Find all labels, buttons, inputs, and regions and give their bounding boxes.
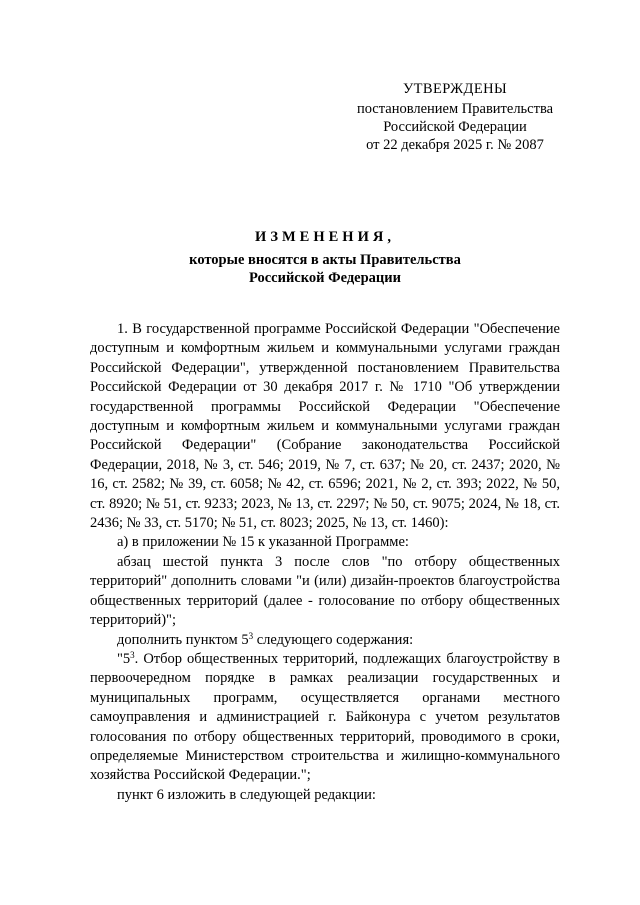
approval-line-1: постановлением Правительства — [356, 101, 554, 117]
paragraph-4-text-b: следующего содержания: — [253, 631, 414, 648]
heading-title: ИЗМЕНЕНИЯ, — [255, 229, 395, 245]
paragraph-1: 1. В государственной программе Российской Федерации "Обеспечение доступным и комфортным жильем и коммунальными услугами граждан Российской Федерации", утвержденной постановлением Правительства Российской Федерации от 30 декабря 2017 г. № 1710 "Об утверждении государственной программы Российской Федерации "Обеспечение доступным и комфортным жильем и коммунальными услугами граждан Российской Федерации" (Собрание законодательства Российской Федерации, 2018, № 3, ст. 546; 2019, № 7, ст. 637; № 20, ст. 2437; 2020, № 16, ст. 2582; № 39, ст. 6058; № 42, ст. 6596; 2021, № 2, ст. 393; 2022, № 50, ст. 8920; № 51, ст. 9233; 2023, № 13, ст. 2297; № 50, ст. 9075; 2024, № 18, ст. 2436; № 33, ст. 5170; № 51, ст. 8023; 2025, № 13, ст. 1460): — [90, 321, 560, 532]
paragraph-6: пункт 6 изложить в следующей редакции: — [117, 786, 376, 803]
paragraph-4-superscript: 3 — [248, 630, 254, 641]
document-body — [90, 320, 560, 805]
paragraph-5-text-b: . Отбор общественных территорий, подлежащих благоустройству в первоочередном порядке в рамках реализации государственных и муниципальных программ, осуществляется органами местного самоуправления и администрацией г. Байконура с учетом результатов голосования по отбору общественных территорий, проводимого в сроки, определяемые Министерством строительства и жилищно-коммунального хозяйства Российской Федерации."; — [90, 650, 560, 784]
paragraph-5 — [90, 650, 560, 786]
approval-stamp — [330, 80, 580, 154]
heading-subtitle-2: Российской Федерации — [248, 270, 401, 286]
document-heading — [90, 228, 560, 287]
paragraph-2: а) в приложении № 15 к указанной Программе: — [117, 534, 409, 551]
paragraph-5-superscript: 3 — [130, 649, 135, 660]
paragraph-5-text-a: "5 — [117, 650, 131, 667]
paragraph-3: абзац шестой пункта 3 после слов "по отбору общественных территорий" дополнить словами "и (или) дизайн-проектов благоустройства общественных территорий (далее - голосование по отбору общественных территорий)"; — [90, 553, 560, 629]
approval-line-2: Российской Федерации — [383, 119, 527, 135]
heading-subtitle-1: которые вносятся в акты Правительства — [189, 252, 461, 268]
approval-line-3: от 22 декабря 2025 г. № 2087 — [366, 137, 544, 153]
approval-title: УТВЕРЖДЕНЫ — [402, 81, 508, 97]
paragraph-4 — [90, 631, 560, 650]
paragraph-4-text-a: дополнить пунктом 5 — [117, 631, 249, 648]
